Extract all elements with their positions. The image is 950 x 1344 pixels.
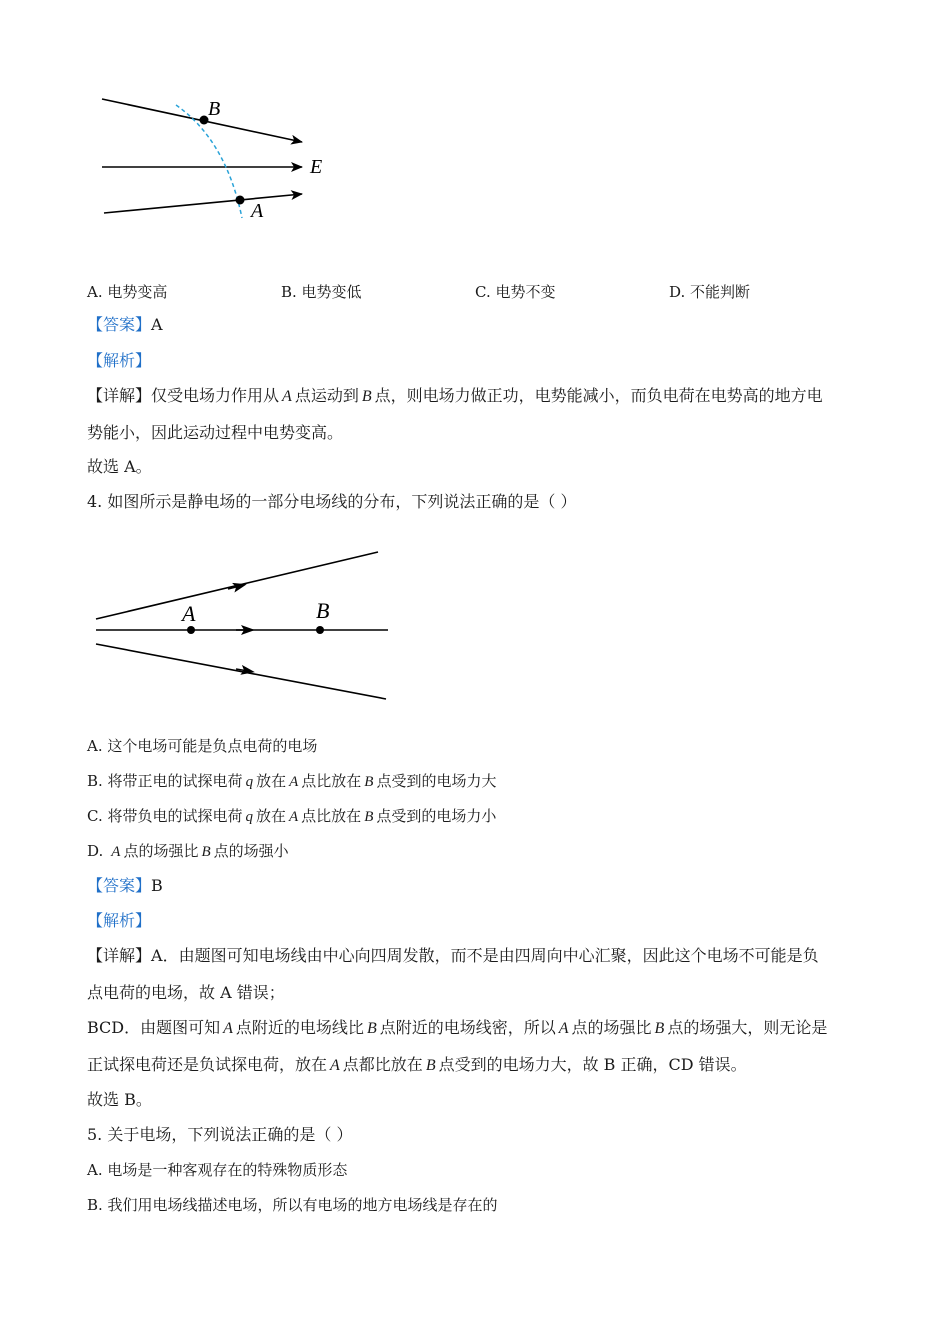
detail-text: 点的场强比 (571, 1018, 652, 1037)
field-diagram-q4 (90, 545, 400, 710)
q5-option-b: B. 我们用电场线描述电场，所以有电场的地方电场线是存在的 (87, 1196, 498, 1214)
answer-value: B (151, 876, 163, 895)
point-b (316, 626, 324, 634)
label-e: E (310, 156, 323, 178)
var-a: A (289, 809, 299, 825)
opt-text: 点受到的电场力小 (376, 807, 497, 825)
opt-text: 放在 (256, 772, 287, 790)
analysis-tag: 【解析】 (87, 351, 152, 370)
label-b: B (316, 598, 330, 623)
var-a: A (330, 1057, 340, 1074)
q4-answer-line (87, 876, 163, 896)
q5-option-a: A. 电场是一种客观存在的特殊物质形态 (87, 1161, 348, 1179)
answer-value: A (151, 315, 163, 334)
label-a: A (182, 601, 196, 626)
detail-text: 点受到的电场力大，故 B 正确，CD 错误。 (438, 1055, 747, 1074)
conclusion: 故选 A。 (87, 457, 152, 476)
q4-detail-line-1 (87, 946, 819, 966)
var-q: q (245, 809, 253, 825)
label-b: B (208, 98, 221, 120)
detail-text: 点，则电场力做正功，电势能减小，而负电荷在电势高的地方电 (374, 386, 823, 405)
q4-detail-line-3 (87, 1018, 827, 1039)
q4-detail-line-4 (87, 1055, 747, 1076)
detail-tag: 【详解】 (87, 386, 152, 405)
var-b: B (654, 1020, 665, 1037)
var-b: B (201, 844, 211, 860)
detail-line-2: 势能小，因此运动过程中电势变高。 (87, 423, 344, 442)
var-b: B (366, 1020, 377, 1037)
answer-line (87, 315, 163, 335)
detail-text: 仅受电场力作用从 (151, 386, 280, 405)
opt-text: C. 将带负电的试探电荷 (87, 807, 243, 825)
field-line-top (96, 552, 378, 619)
detail-text: 点运动到 (294, 386, 359, 405)
detail-text: A．由题图可知电场线由中心向四周发散，而不是由四周向中心汇聚，因此这个电场不可能是负 (151, 946, 819, 965)
opt-text: 点的场强比 (123, 842, 199, 860)
option-d: D. 不能判断 (669, 283, 751, 301)
label-a: A (251, 200, 264, 222)
question-5-stem: 5. 关于电场，下列说法正确的是（ ） (87, 1125, 353, 1144)
detail-text: 点附近的电场线密，所以 (379, 1018, 556, 1037)
var-a: A (223, 1020, 233, 1037)
opt-text: 点受到的电场力大 (376, 772, 497, 790)
answer-tag: 【答案】 (87, 876, 152, 895)
point-a (236, 196, 245, 205)
detail-tag: 【详解】 (87, 946, 152, 965)
option-a: A. 电势变高 (87, 283, 168, 301)
detail-text: 点附近的电场线比 (235, 1018, 364, 1037)
q4-option-b (87, 771, 496, 792)
var-b: B (364, 809, 374, 825)
var-a: A (282, 388, 292, 405)
answer-tag: 【答案】 (87, 315, 152, 334)
q4-detail-line-2: 点电荷的电场，故 A 错误； (87, 983, 285, 1002)
var-b: B (364, 774, 374, 790)
var-a: A (289, 774, 299, 790)
point-a (187, 626, 195, 634)
field-diagram-q3 (90, 90, 350, 230)
q4-analysis-tag: 【解析】 (87, 911, 152, 930)
var-a: A (558, 1020, 569, 1037)
q4-option-a: A. 这个电场可能是负点电荷的电场 (87, 737, 318, 755)
opt-text: 点比放在 (301, 807, 362, 825)
option-b: B. 电势变低 (281, 283, 362, 301)
opt-text: D. (87, 842, 104, 860)
detail-text: BCD．由题图可知 (87, 1018, 221, 1037)
opt-text: B. 将带正电的试探电荷 (87, 772, 243, 790)
field-line-bottom (104, 194, 302, 213)
var-b: B (425, 1057, 436, 1074)
var-a: A (111, 844, 121, 860)
q4-option-d (87, 841, 289, 862)
opt-text: 点的场强小 (213, 842, 289, 860)
q4-conclusion: 故选 B。 (87, 1090, 152, 1109)
opt-text: 点比放在 (301, 772, 362, 790)
option-c: C. 电势不变 (475, 283, 556, 301)
opt-text: 放在 (255, 807, 286, 825)
var-b: B (361, 388, 372, 405)
detail-text: 点的场强大，则无论是 (667, 1018, 828, 1037)
detail-text: 点都比放在 (342, 1055, 423, 1074)
field-line-bottom (96, 644, 386, 699)
question-4-stem: 4. 如图所示是静电场的一部分电场线的分布，下列说法正确的是（ ） (87, 492, 577, 511)
q4-option-c (87, 806, 496, 827)
var-q: q (245, 774, 254, 790)
detail-text: 正试探电荷还是负试探电荷，放在 (87, 1055, 328, 1074)
detail-line-1 (87, 386, 823, 407)
